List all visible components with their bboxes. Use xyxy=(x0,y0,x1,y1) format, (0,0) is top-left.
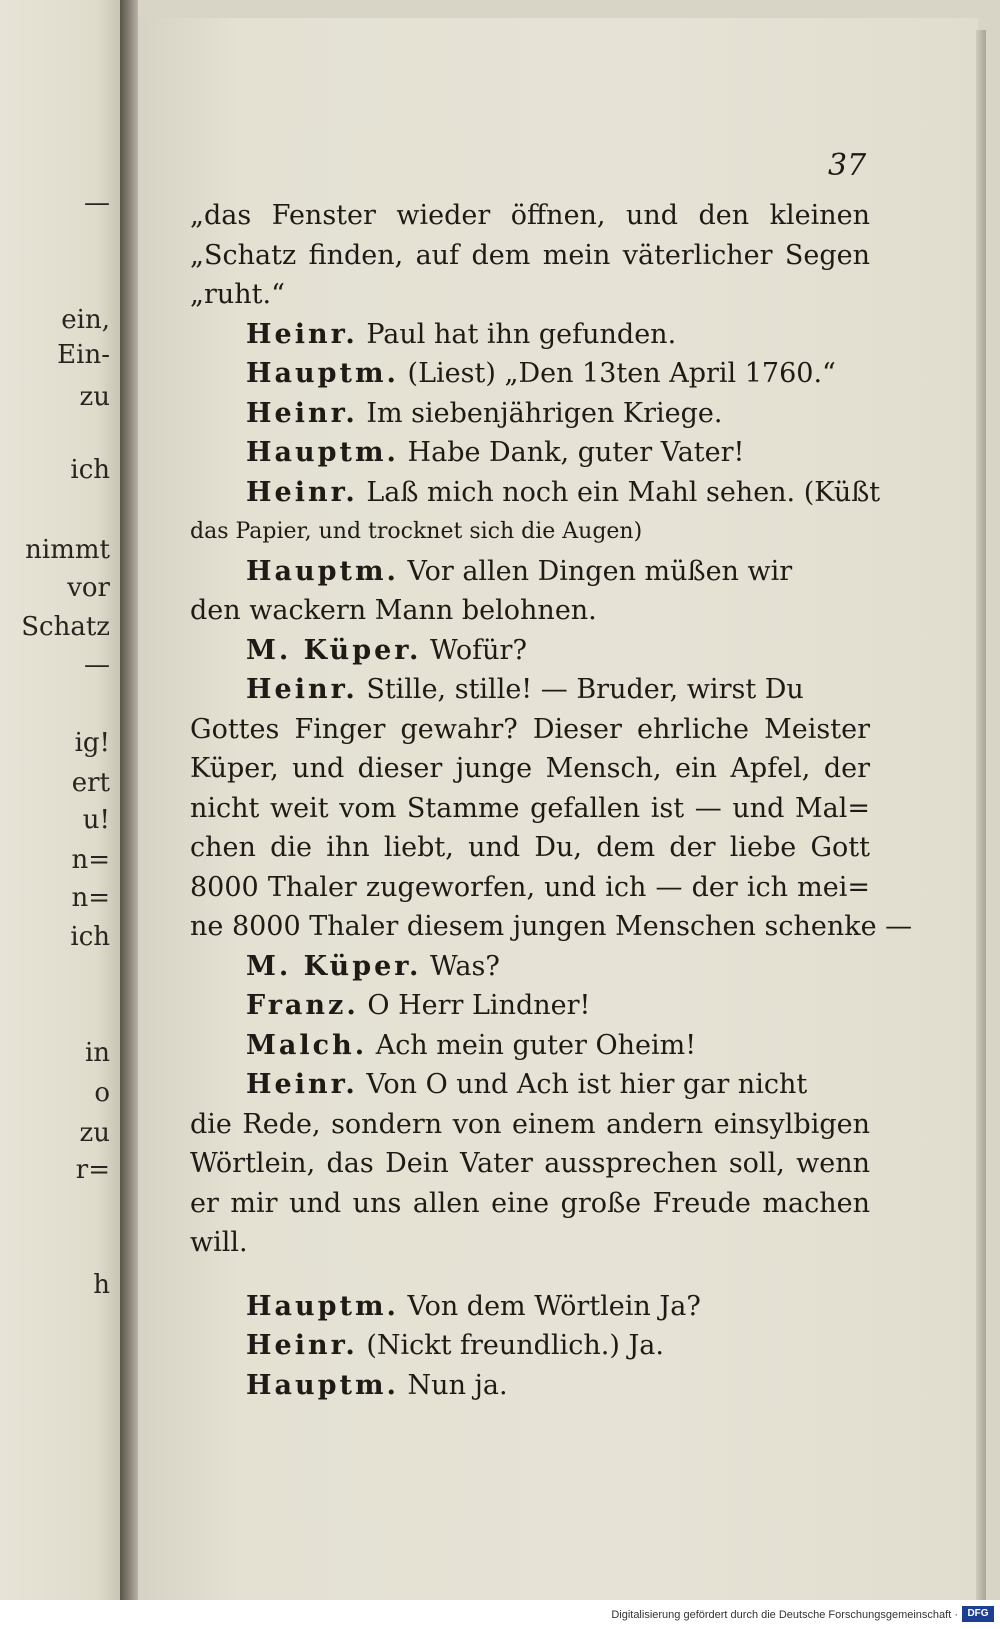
text-line: „ruht.“ xyxy=(190,279,285,310)
left-fragment: n= xyxy=(71,883,110,913)
left-fragment: in xyxy=(84,1038,110,1068)
text-line: chen die ihn liebt, und Du, dem der liebe Gott xyxy=(190,832,870,863)
left-fragment: Schatz xyxy=(21,612,110,642)
left-fragment: ig! xyxy=(74,728,110,758)
text-line: er mir und uns allen eine große Freude machen xyxy=(190,1187,870,1219)
left-fragment: ein, xyxy=(61,305,110,335)
left-fragment: — xyxy=(84,650,110,680)
speaker-name: Heinr. xyxy=(246,674,358,705)
speaker-name: Heinr. xyxy=(246,397,358,429)
page-text xyxy=(190,196,913,1405)
text-line: Gottes Finger gewahr? Dieser ehrliche Meister xyxy=(190,713,870,745)
left-fragment: — xyxy=(84,188,110,218)
dialogue-line: Hauptm. (Liest) „Den 13ten April 1760.“ xyxy=(246,358,836,389)
left-fragment: u! xyxy=(82,805,110,835)
left-fragment: nimmt xyxy=(25,535,110,565)
text-line: will. xyxy=(190,1227,248,1258)
text-line: nicht weit vom Stamme gefallen ist — und Mal= xyxy=(190,792,870,824)
page-number: 37 xyxy=(828,148,867,183)
left-fragment: ich xyxy=(70,455,110,485)
speaker-name: Hauptm. xyxy=(246,1369,399,1401)
stage-direction: das Papier, und trocknet sich die Augen) xyxy=(190,519,643,544)
page-edge xyxy=(976,30,986,1600)
speaker-name: Malch. xyxy=(246,1029,368,1061)
dialogue-line: Heinr. Stille, stille! — Bruder, wirst Du xyxy=(246,674,804,705)
text-line: den wackern Mann belohnen. xyxy=(190,595,597,626)
dialogue-line: Franz. O Herr Lindner! xyxy=(246,990,591,1021)
dialogue-line: Hauptm. Nun ja. xyxy=(246,1369,508,1401)
left-page-edge xyxy=(0,0,120,1600)
dialogue-line: Heinr. Laß mich noch ein Mahl sehen. (Küßt xyxy=(246,476,881,508)
left-fragment: ich xyxy=(70,922,110,952)
left-fragment: n= xyxy=(71,845,110,875)
text-line: Küper, und dieser junge Mensch, ein Apfel, der xyxy=(190,753,870,784)
left-fragment: zu xyxy=(79,1118,110,1148)
speaker-name: Franz. xyxy=(246,990,359,1021)
speaker-name: Heinr. xyxy=(246,1330,358,1361)
dfg-logo-badge: DFG xyxy=(962,1606,994,1622)
speaker-name: Hauptm. xyxy=(246,555,399,587)
speaker-name: M. Küper. xyxy=(246,950,422,982)
text-line: die Rede, sondern von einem andern einsylbigen xyxy=(190,1108,870,1140)
dialogue-line: Heinr. (Nickt freundlich.) Ja. xyxy=(246,1330,664,1361)
speaker-name: Heinr. xyxy=(246,318,358,350)
dialogue-line: M. Küper. Was? xyxy=(246,950,500,982)
dialogue-line: Heinr. Von O und Ach ist hier gar nicht xyxy=(246,1069,808,1100)
speaker-name: Hauptm. xyxy=(246,1290,399,1322)
left-fragment: o xyxy=(94,1078,110,1108)
speaker-name: Heinr. xyxy=(246,1069,358,1100)
text-line: 8000 Thaler zugeworfen, und ich — der ich mei= xyxy=(190,871,870,903)
text-line: ne 8000 Thaler diesem jungen Menschen schenke — xyxy=(190,911,913,942)
left-fragment: vor xyxy=(67,573,110,603)
dialogue-line: Hauptm. Habe Dank, guter Vater! xyxy=(246,437,745,468)
speaker-name: M. Küper. xyxy=(246,634,422,666)
text-line: Wörtlein, das Dein Vater aussprechen soll, wenn xyxy=(190,1148,870,1179)
left-fragment: Ein- xyxy=(57,340,110,370)
left-fragment: ert xyxy=(71,768,110,798)
digitization-credit: Digitalisierung gefördert durch die Deutsche Forschungsgemeinschaft · xyxy=(611,1609,958,1621)
book-gutter xyxy=(120,0,138,1600)
dialogue-line: Heinr. Im siebenjährigen Kriege. xyxy=(246,397,723,429)
left-fragment: zu xyxy=(79,382,110,412)
dialogue-line: Malch. Ach mein guter Oheim! xyxy=(246,1029,697,1061)
speaker-name: Hauptm. xyxy=(246,358,399,389)
left-fragment: h xyxy=(93,1270,110,1300)
dialogue-line: Hauptm. Von dem Wörtlein Ja? xyxy=(246,1290,701,1322)
dialogue-line: Hauptm. Vor allen Dingen müßen wir xyxy=(246,555,793,587)
dialogue-line: M. Küper. Wofür? xyxy=(246,634,527,666)
dialogue-line: Heinr. Paul hat ihn gefunden. xyxy=(246,318,677,350)
left-fragment: r= xyxy=(75,1155,110,1185)
text-line: „das Fenster wieder öffnen, und den kleinen xyxy=(190,200,870,231)
speaker-name: Hauptm. xyxy=(246,437,399,468)
speaker-name: Heinr. xyxy=(246,476,358,508)
text-line: „Schatz finden, auf dem mein väterlicher Segen xyxy=(190,239,870,271)
